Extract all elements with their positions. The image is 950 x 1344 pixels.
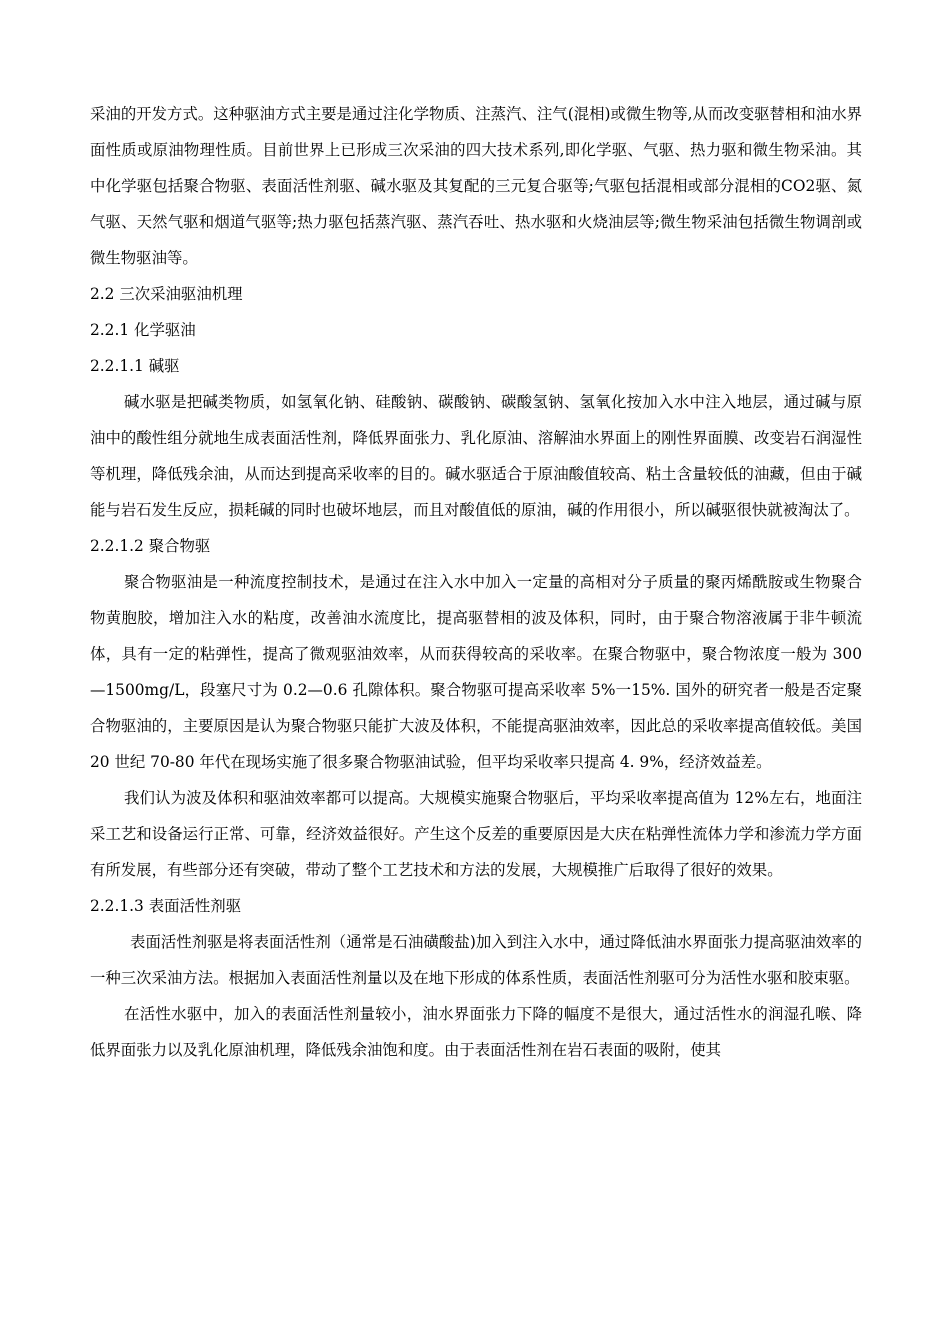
section-heading-2-2: 2.2 三次采油驱油机理: [90, 285, 243, 303]
surfactant-flooding-paragraph: 表面活性剂驱是将表面活性剂（通常是石油磺酸盐)加入到注入水中，通过降低油水界面张力提高驱油效率的一种三次采油方法。根据加入表面活性剂量以及在地下形成的体系性质，表面活性剂驱可分为活性水驱和胶束驱。: [90, 933, 862, 987]
section-heading-2-2-1-1: 2.2.1.1 碱驱: [90, 357, 180, 375]
active-water-paragraph: 在活性水驱中，加入的表面活性剂量较小，油水界面张力下降的幅度不是很大，通过活性水的润湿孔喉、降低界面张力以及乳化原油机理，降低残余油饱和度。由于表面活性剂在岩石表面的吸附，使其: [90, 1005, 862, 1059]
polymer-flooding-paragraph: 聚合物驱油是一种流度控制技术，是通过在注入水中加入一定量的高相对分子质量的聚丙烯酰胺或生物聚合物黄胞胶，增加注入水的粘度，改善油水流度比，提高驱替相的波及体积，同时，由于聚合物溶液属于非牛顿流体，具有一定的粘弹性，提高了微观驱油效率，从而获得较高的采收率。在聚合物驱中，聚合物浓度一般为 300—1500mg/L，段塞尺寸为 0.2—0.6 孔隙体积。聚合物驱可提高采收率 5%一15%. 国外的研究者一般是否定聚合物驱油的，主要原因是认为聚合物驱只能扩大波及体积，不能提高驱油效率，因此总的采收率提高值较低。美国 20 世纪 70-80 年代在现场实施了很多聚合物驱油试验，但平均采收率只提高 4. 9%，经济效益差。: [90, 573, 862, 771]
section-heading-2-2-1-3: 2.2.1.3 表面活性剂驱: [90, 897, 242, 915]
polymer-results-paragraph: 我们认为波及体积和驱油效率都可以提高。大规模实施聚合物驱后，平均采收率提高值为 12%左右，地面注采工艺和设备运行正常、可靠，经济效益很好。产生这个反差的重要原因是大庆在粘弹性流体力学和渗流力学方面有所发展，有些部分还有突破，带动了整个工艺技术和方法的发展，大规模推广后取得了很好的效果。: [90, 789, 862, 879]
intro-paragraph: 采油的开发方式。这种驱油方式主要是通过注化学物质、注蒸汽、注气(混相)或微生物等,从而改变驱替相和油水界面性质或原油物理性质。目前世界上已形成三次采油的四大技术系列,即化学驱、气驱、热力驱和微生物采油。其中化学驱包括聚合物驱、表面活性剂驱、碱水驱及其复配的三元复合驱等;气驱包括混相或部分混相的CO2驱、氮气驱、天然气驱和烟道气驱等;热力驱包括蒸汽驱、蒸汽吞吐、热水驱和火烧油层等;微生物采油包括微生物调剖或微生物驱油等。: [90, 105, 862, 267]
section-heading-2-2-1: 2.2.1 化学驱油: [90, 321, 196, 339]
section-heading-2-2-1-2: 2.2.1.2 聚合物驱: [90, 537, 211, 555]
alkali-flooding-paragraph: 碱水驱是把碱类物质，如氢氧化钠、硅酸钠、碳酸钠、碳酸氢钠、氢氧化按加入水中注入地层，通过碱与原油中的酸性组分就地生成表面活性剂，降低界面张力、乳化原油、溶解油水界面上的刚性界面膜、改变岩石润湿性等机理，降低残余油，从而达到提高采收率的目的。碱水驱适合于原油酸值较高、粘土含量较低的油藏，但由于碱能与岩石发生反应，损耗碱的同时也破坏地层，而且对酸值低的原油，碱的作用很小，所以碱驱很快就被淘汰了。: [90, 393, 862, 519]
document-body: [90, 96, 862, 1068]
